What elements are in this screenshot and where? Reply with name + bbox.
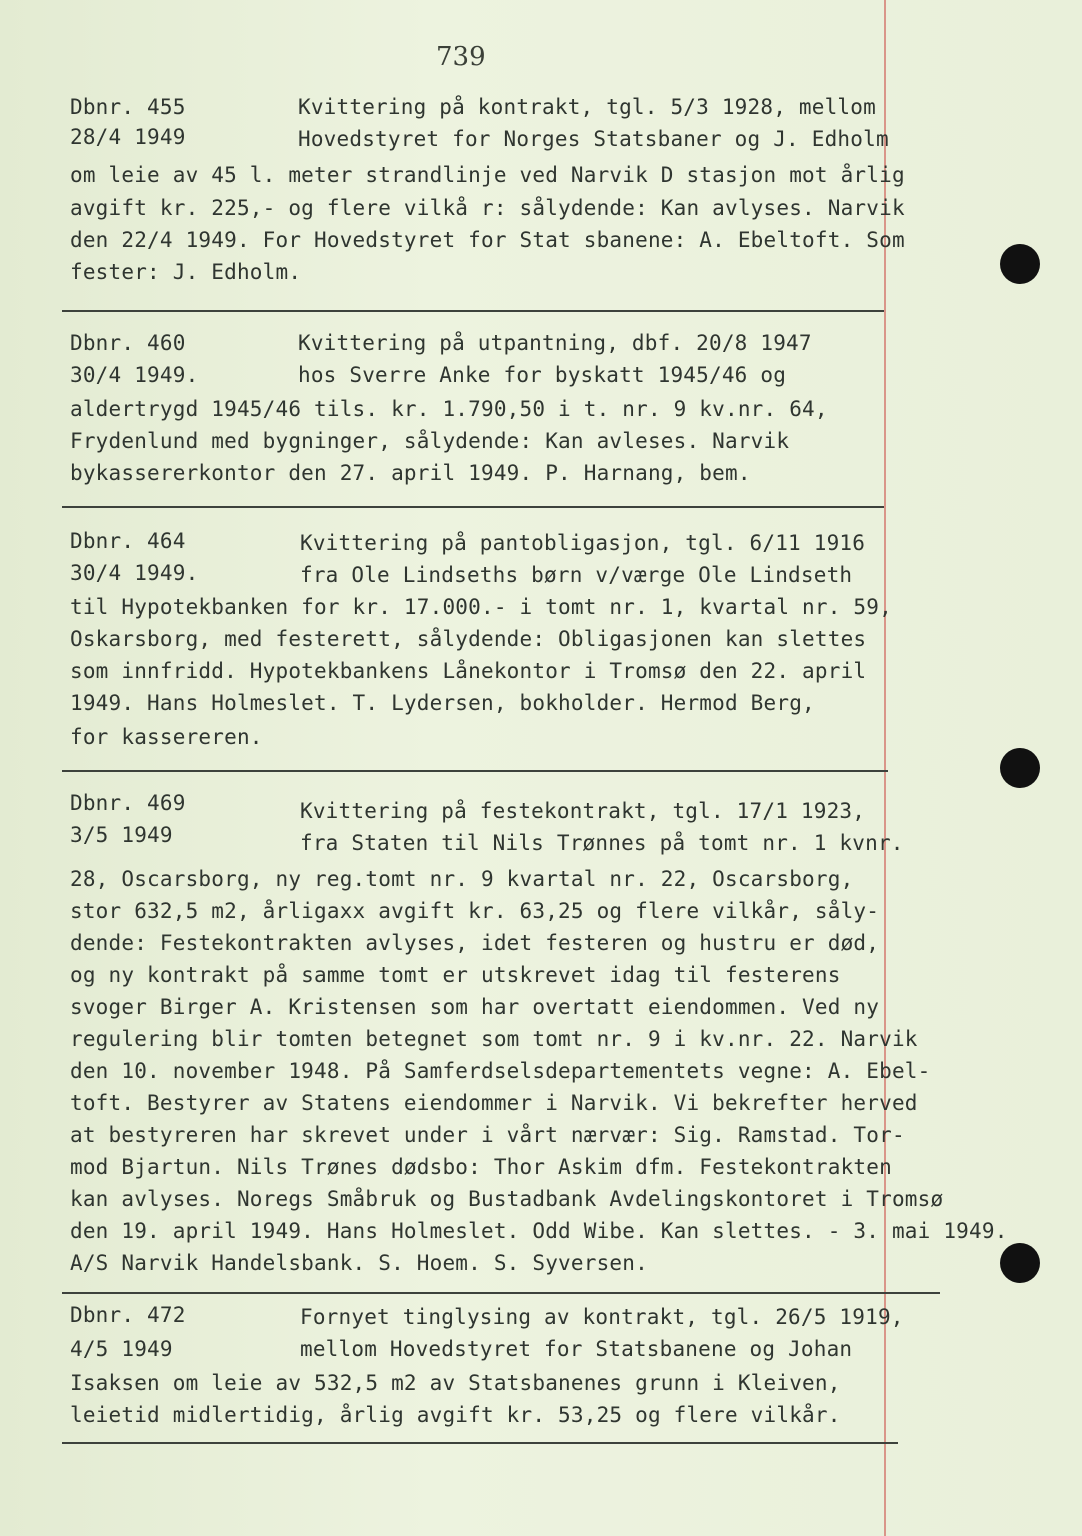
entry-dbnr: Dbnr. 460 <box>70 331 186 355</box>
entry-separator <box>62 310 884 312</box>
entry-text-line: bykassererkontor den 27. april 1949. P. Harnang, bem. <box>70 461 751 485</box>
entry-date: 30/4 1949. <box>70 363 199 387</box>
entry-text-line: aldertrygd 1945/46 tils. kr. 1.790,50 i t. nr. 9 kv.nr. 64, <box>70 397 828 421</box>
entry-text-line: Isaksen om leie av 532,5 m2 av Statsbanenes grunn i Kleiven, <box>70 1371 841 1395</box>
entry-text-line: toft. Bestyrer av Statens eiendommer i Narvik. Vi bekrefter herved <box>70 1091 918 1115</box>
entry-separator <box>62 1292 940 1294</box>
entry-heading: fra Ole Lindseths børn v/værge Ole Lindseth <box>300 563 853 587</box>
page-number: 739 <box>436 42 486 72</box>
entry-text-line: og ny kontrakt på samme tomt er utskrevet idag til festerens <box>70 963 841 987</box>
entry-text-line: at bestyreren har skrevet under i vårt nærvær: Sig. Ramstad. Tor- <box>70 1123 905 1147</box>
entry-heading: Kvittering på utpantning, dbf. 20/8 1947 <box>298 331 812 355</box>
entry-text-line: mod Bjartun. Nils Trønes dødsbo: Thor Askim dfm. Festekontrakten <box>70 1155 892 1179</box>
entry-text-line: svoger Birger A. Kristensen som har overtatt eiendommen. Ved ny <box>70 995 880 1019</box>
entry-text-line: Oskarsborg, med festerett, sålydende: Obligasjonen kan slettes <box>70 627 867 651</box>
entry-heading: Kvittering på festekontrakt, tgl. 17/1 1923, <box>300 799 866 823</box>
entry-text-line: Frydenlund med bygninger, sålydende: Kan avleses. Narvik <box>70 429 790 453</box>
entry-date: 3/5 1949 <box>70 823 173 847</box>
entry-heading: Kvittering på pantobligasjon, tgl. 6/11 1916 <box>300 531 866 555</box>
entry-text-line: stor 632,5 m2, årligaxx avgift kr. 63,25 og flere vilkår, såly- <box>70 899 880 923</box>
punch-hole <box>1000 1243 1040 1283</box>
entry-text-line: den 10. november 1948. På Samferdselsdepartementets vegne: A. Ebel- <box>70 1059 931 1083</box>
entry-text-line: leietid midlertidig, årlig avgift kr. 53,25 og flere vilkår. <box>70 1403 841 1427</box>
entry-date: 30/4 1949. <box>70 561 199 585</box>
entry-text-line: til Hypotekbanken for kr. 17.000.- i tomt nr. 1, kvartal nr. 59, <box>70 595 892 619</box>
entry-text-line: 28, Oscarsborg, ny reg.tomt nr. 9 kvartal nr. 22, Oscarsborg, <box>70 867 854 891</box>
entry-text-line: dende: Festekontrakten avlyses, idet festeren og hustru er død, <box>70 931 880 955</box>
entry-dbnr: Dbnr. 455 <box>70 95 186 119</box>
entry-text-line: for kassereren. <box>70 725 263 749</box>
punch-hole <box>1000 244 1040 284</box>
entry-heading: fra Staten til Nils Trønnes på tomt nr. 1 kvnr. <box>300 831 904 855</box>
entry-text-line: regulering blir tomten betegnet som tomt nr. 9 i kv.nr. 22. Narvik <box>70 1027 918 1051</box>
entry-dbnr: Dbnr. 464 <box>70 529 186 553</box>
entry-separator <box>62 770 888 772</box>
entry-dbnr: Dbnr. 472 <box>70 1303 186 1327</box>
entry-heading: Fornyet tinglysing av kontrakt, tgl. 26/5 1919, <box>300 1305 904 1329</box>
entry-date: 4/5 1949 <box>70 1337 173 1361</box>
entry-heading: Hovedstyret for Norges Statsbaner og J. Edholm <box>298 127 889 151</box>
entry-dbnr: Dbnr. 469 <box>70 791 186 815</box>
entry-text-line: A/S Narvik Handelsbank. S. Hoem. S. Syversen. <box>70 1251 648 1275</box>
punch-hole <box>1000 748 1040 788</box>
entry-separator <box>62 506 884 508</box>
entry-separator <box>62 1442 898 1444</box>
entry-heading: mellom Hovedstyret for Statsbanene og Johan <box>300 1337 853 1361</box>
entry-heading: Kvittering på kontrakt, tgl. 5/3 1928, mellom <box>298 95 876 119</box>
entry-text-line: den 22/4 1949. For Hovedstyret for Stat sbanene: A. Ebeltoft. Som <box>70 228 905 252</box>
entry-heading: hos Sverre Anke for byskatt 1945/46 og <box>298 363 787 387</box>
entry-text-line: kan avlyses. Noregs Småbruk og Bustadbank Avdelingskontoret i Tromsø <box>70 1187 944 1211</box>
entry-text-line: som innfridd. Hypotekbankens Lånekontor i Tromsø den 22. april <box>70 659 867 683</box>
entry-text-line: avgift kr. 225,- og flere vilkå r: sålydende: Kan avlyses. Narvik <box>70 196 905 220</box>
entry-text-line: om leie av 45 l. meter strandlinje ved Narvik D stasjon mot årlig <box>70 163 905 187</box>
entry-text-line: fester: J. Edholm. <box>70 260 302 284</box>
entry-date: 28/4 1949 <box>70 125 186 149</box>
entry-text-line: den 19. april 1949. Hans Holmeslet. Odd Wibe. Kan slettes. - 3. mai 1949. <box>70 1219 1008 1243</box>
entry-text-line: 1949. Hans Holmeslet. T. Lydersen, bokholder. Hermod Berg, <box>70 691 815 715</box>
